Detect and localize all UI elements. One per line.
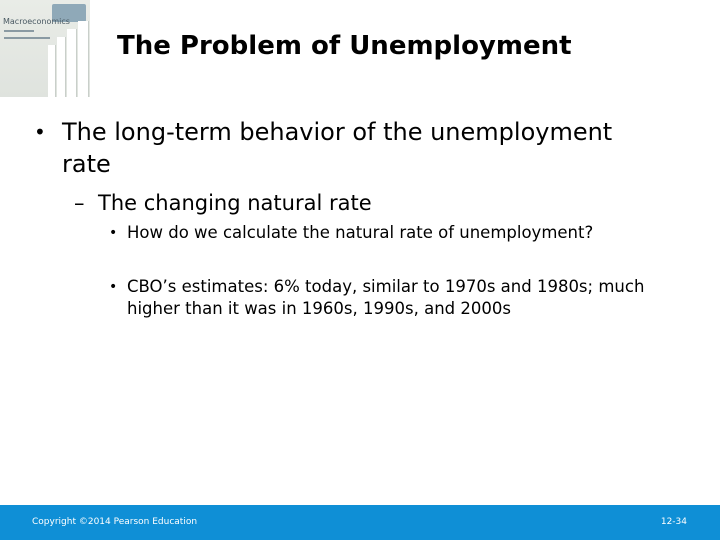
bullet-level3-text: CBO’s estimates: 6% today, similar to 1970s and 1980s; much higher than it was in 1960s, 1990s, and 2000s	[127, 277, 645, 318]
book-cover-image	[0, 0, 90, 97]
cover-column	[67, 29, 76, 97]
cover-column	[78, 21, 88, 97]
bullet-level2-text: The changing natural rate	[98, 191, 372, 215]
copyright-text: Copyright ©2014 Pearson Education	[32, 517, 198, 527]
bullet-glyph: •	[109, 279, 118, 295]
bullet-glyph: •	[109, 225, 118, 241]
cover-title: Macroeconomics	[3, 17, 70, 26]
bullet-level3-item	[109, 222, 689, 244]
page-number: 12-34	[660, 517, 687, 527]
bullet-level1	[34, 116, 634, 180]
dash-glyph: –	[74, 191, 85, 215]
slide-title: The Problem of Unemployment	[117, 31, 572, 61]
bullet-level3-item	[109, 276, 689, 320]
bullet-glyph: •	[34, 120, 46, 144]
cover-column	[48, 45, 55, 97]
cover-column	[57, 37, 65, 97]
bullet-level2	[74, 189, 674, 217]
bullet-level1-text: The long-term behavior of the unemployment rate	[62, 118, 613, 178]
footer-bar	[0, 505, 720, 540]
bullet-level3-text: How do we calculate the natural rate of unemployment?	[127, 223, 594, 242]
cover-subtitle-line	[4, 30, 34, 32]
cover-author-line	[4, 37, 50, 39]
